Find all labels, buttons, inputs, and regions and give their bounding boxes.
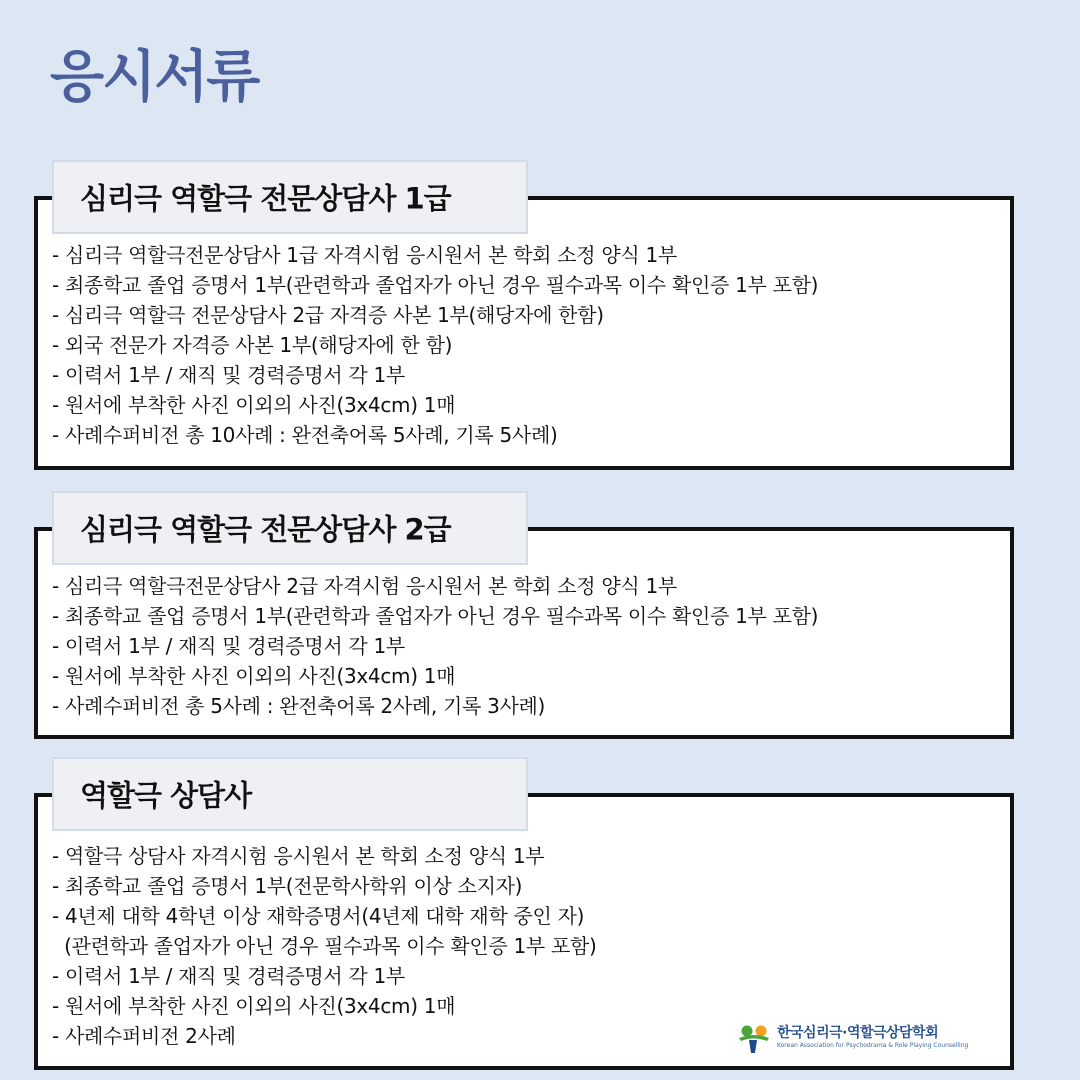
page-title: 응시서류: [50, 45, 259, 110]
section-title: 심리극 역할극 전문상담사 1급: [80, 181, 451, 216]
list-item: - 원서에 부착한 사진 이외의 사진(3x4cm) 1매: [52, 994, 456, 1018]
list-item: - 최종학교 졸업 증명서 1부(관련학과 졸업자가 아닌 경우 필수과목 이수 확인증 1부 포함): [52, 604, 819, 628]
logo-subtitle: Korean Association for Psychodrama & Role Playing Counselling: [777, 1042, 969, 1049]
section-tab: [52, 491, 528, 565]
list-item: - 사례수퍼비전 총 10사례 : 완전축어록 5사례, 기록 5사례): [52, 423, 558, 447]
section-grade-2: [34, 491, 1014, 739]
logo-mark-icon: [737, 1022, 771, 1054]
list-item: - 이력서 1부 / 재직 및 경력증명서 각 1부: [52, 363, 405, 387]
list-item: - 심리극 역할극 전문상담사 2급 자격증 사본 1부(해당자에 한함): [52, 303, 604, 327]
list-item: - 외국 전문가 자격증 사본 1부(해당자에 한 함): [52, 333, 453, 357]
section-title: 심리극 역할극 전문상담사 2급: [80, 512, 451, 547]
list-item: (관련학과 졸업자가 아닌 경우 필수과목 이수 확인증 1부 포함): [52, 934, 597, 958]
section-tab: [52, 160, 528, 234]
list-item: - 원서에 부착한 사진 이외의 사진(3x4cm) 1매: [52, 664, 456, 688]
list-item: - 이력서 1부 / 재직 및 경력증명서 각 1부: [52, 964, 405, 988]
item-list: [52, 841, 1000, 1051]
item-list: [52, 571, 1000, 721]
logo-name: 한국심리극·역할극상담학회: [777, 1025, 939, 1041]
section-title: 역할극 상담사: [80, 778, 252, 813]
list-item: - 심리극 역할극전문상담사 2급 자격시험 응시원서 본 학회 소정 양식 1부: [52, 574, 677, 598]
list-item: - 역할극 상담사 자격시험 응시원서 본 학회 소정 양식 1부: [52, 844, 545, 868]
association-logo: [737, 1022, 987, 1056]
section-grade-1: [34, 160, 1014, 470]
list-item: - 최종학교 졸업 증명서 1부(전문학사학위 이상 소지자): [52, 874, 523, 898]
list-item: - 사례수퍼비전 총 5사례 : 완전축어록 2사례, 기록 3사례): [52, 694, 546, 718]
list-item: - 원서에 부착한 사진 이외의 사진(3x4cm) 1매: [52, 393, 456, 417]
list-item: - 사례수퍼비전 2사례: [52, 1024, 236, 1048]
list-item: - 심리극 역할극전문상담사 1급 자격시험 응시원서 본 학회 소정 양식 1부: [52, 243, 677, 267]
list-item: - 4년제 대학 4학년 이상 재학증명서(4년제 대학 재학 중인 자): [52, 904, 585, 928]
section-box: [34, 196, 1014, 470]
item-list: [52, 240, 1000, 450]
list-item: - 최종학교 졸업 증명서 1부(관련학과 졸업자가 아닌 경우 필수과목 이수 확인증 1부 포함): [52, 273, 819, 297]
section-tab: [52, 757, 528, 831]
list-item: - 이력서 1부 / 재직 및 경력증명서 각 1부: [52, 634, 405, 658]
